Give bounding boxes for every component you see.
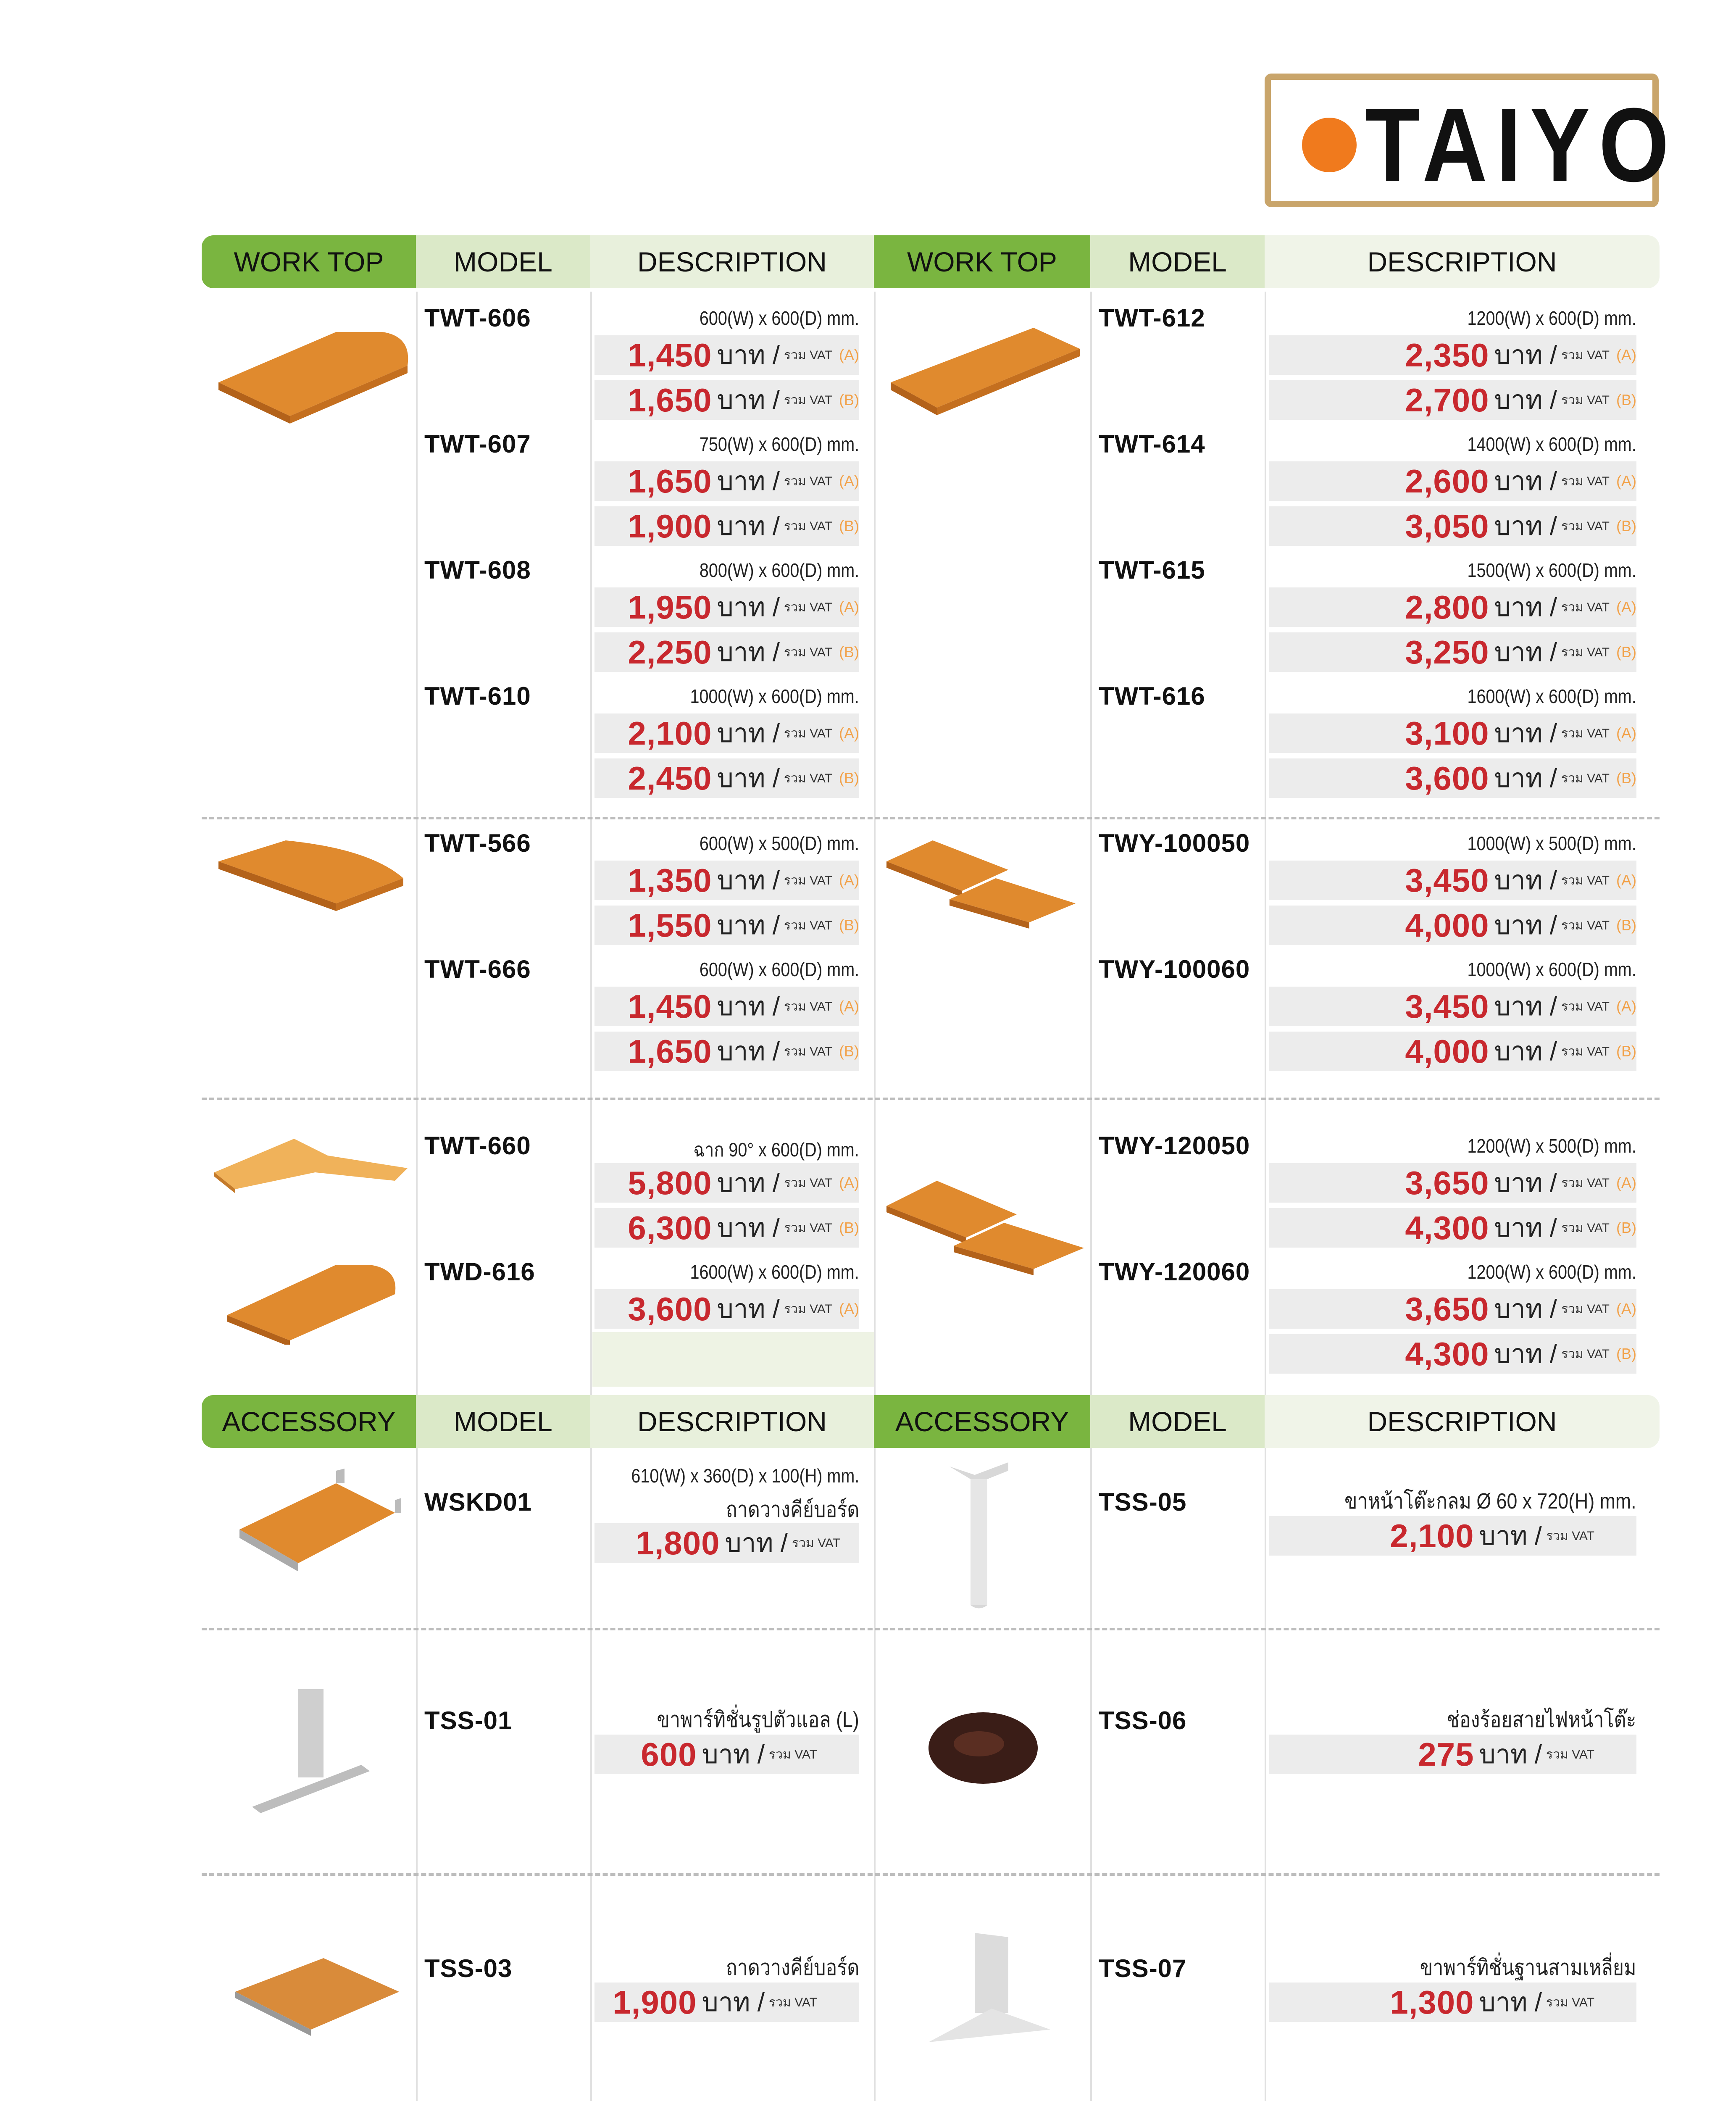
price — [1269, 335, 1636, 375]
dimensions: 1000(W) x 500(D) mm. — [1467, 832, 1636, 854]
price — [1269, 1983, 1594, 2022]
dimensions: 1600(W) x 600(D) mm. — [1467, 685, 1636, 707]
logo-text: TAIYO — [1365, 86, 1678, 203]
price-code: (B) — [1616, 769, 1636, 787]
dimensions: 600(W) x 600(D) mm. — [699, 958, 859, 980]
price — [1269, 506, 1636, 546]
price — [594, 906, 859, 945]
vat-label: รวม VAT — [1561, 474, 1610, 488]
description-note: ขาหน้าโต๊ะกลม Ø 60 x 720(H) mm. — [1344, 1489, 1636, 1514]
price-unit: บาท / — [1494, 593, 1557, 622]
description-header: DESCRIPTION — [590, 1395, 874, 1448]
price-unit: บาท / — [717, 719, 780, 748]
column-divider — [416, 292, 418, 2101]
vat-label: รวม VAT — [1561, 1176, 1610, 1190]
price-value: 1,650 — [628, 1032, 712, 1070]
price-code: (B) — [839, 916, 859, 934]
model-code: TSS-03 — [424, 1954, 513, 1983]
price-code: (B) — [1616, 1345, 1636, 1362]
price-value: 1,950 — [628, 588, 712, 626]
vat-label: รวม VAT — [784, 1176, 832, 1190]
price-value: 1,300 — [1390, 1983, 1474, 2021]
price — [1269, 1735, 1594, 1774]
price-value: 3,650 — [1405, 1290, 1489, 1327]
price-unit: บาท / — [1479, 1740, 1542, 1769]
description-header: DESCRIPTION — [1265, 235, 1660, 288]
price-unit: บาท / — [1494, 1295, 1557, 1324]
price-code: (A) — [1616, 472, 1636, 490]
description-header: DESCRIPTION — [1265, 1395, 1660, 1448]
price — [1269, 906, 1636, 945]
model-code: TWY-120060 — [1099, 1258, 1250, 1286]
column-divider — [1265, 292, 1266, 2101]
price-unit: บาท / — [1494, 764, 1557, 793]
price-value: 3,050 — [1405, 507, 1489, 545]
model-code: TWT-606 — [424, 304, 531, 332]
price-value: 2,100 — [628, 714, 712, 752]
worktop-rounded-image — [210, 319, 416, 429]
price — [1269, 1208, 1636, 1248]
price — [594, 380, 859, 420]
dimensions: 1200(W) x 600(D) mm. — [1467, 1261, 1636, 1283]
price-value: 5,800 — [628, 1164, 712, 1201]
price-value: 1,450 — [628, 336, 712, 374]
vat-label: รวม VAT — [784, 918, 832, 932]
price-code: (B) — [839, 769, 859, 787]
price-code: (A) — [839, 346, 859, 363]
price-value: 1,900 — [613, 1983, 697, 2021]
dimensions: 750(W) x 600(D) mm. — [699, 433, 859, 455]
price — [1269, 380, 1636, 420]
price-unit: บาท / — [717, 1169, 780, 1198]
vat-label: รวม VAT — [1546, 1529, 1594, 1543]
price-code: (B) — [1616, 916, 1636, 934]
model-code: TWT-616 — [1099, 682, 1205, 710]
price-unit: บาท / — [717, 467, 780, 496]
price — [594, 987, 859, 1026]
row-separator — [202, 1098, 1660, 1100]
price-value: 600 — [641, 1735, 697, 1773]
model-code: TSS-05 — [1099, 1488, 1187, 1516]
price-unit: บาท / — [702, 1740, 765, 1769]
price — [594, 1983, 817, 2022]
price — [1269, 1032, 1636, 1071]
price — [594, 1208, 859, 1248]
vat-label: รวม VAT — [1561, 1302, 1610, 1316]
vat-label: รวม VAT — [784, 393, 832, 407]
price-value: 4,300 — [1405, 1335, 1489, 1372]
price-unit: บาท / — [1494, 1037, 1557, 1066]
vat-label: รวม VAT — [784, 873, 832, 887]
triangle-leg-image — [924, 1925, 1059, 2051]
keyboard-tray-image — [227, 1466, 408, 1580]
model-code: TWT-614 — [1099, 430, 1205, 458]
price-code: (A) — [1616, 1174, 1636, 1191]
price-value: 275 — [1418, 1735, 1474, 1773]
price-code: (B) — [839, 643, 859, 661]
vat-label: รวม VAT — [784, 1044, 832, 1058]
model-code: TWT-612 — [1099, 304, 1205, 332]
price-code: (A) — [1616, 346, 1636, 363]
price-value: 1,650 — [628, 381, 712, 419]
row-separator — [202, 1628, 1660, 1630]
price — [1269, 587, 1636, 627]
price-code: (A) — [839, 724, 859, 742]
price-code: (B) — [1616, 391, 1636, 408]
price-value: 2,800 — [1405, 588, 1489, 626]
price-unit: บาท / — [1494, 866, 1557, 895]
vat-label: รวม VAT — [792, 1536, 840, 1550]
price-code: (A) — [1616, 998, 1636, 1015]
price — [1269, 861, 1636, 900]
dimensions: 800(W) x 600(D) mm. — [699, 559, 859, 581]
price-value: 2,250 — [628, 633, 712, 671]
dimensions: 1500(W) x 600(D) mm. — [1467, 559, 1636, 581]
price — [594, 506, 859, 546]
price-unit: บาท / — [717, 1295, 780, 1324]
price — [594, 713, 859, 753]
price-value: 2,700 — [1405, 381, 1489, 419]
price-unit: บาท / — [1494, 467, 1557, 496]
worktop-l-image — [210, 1130, 416, 1198]
price — [594, 587, 859, 627]
price-value: 3,450 — [1405, 861, 1489, 899]
taiyo-logo — [1265, 74, 1678, 207]
price — [594, 1289, 859, 1329]
price-unit: บาท / — [717, 638, 780, 667]
keyboard-tray-2-image — [227, 1941, 408, 2046]
dimensions: ฉาก 90° x 600(D) mm. — [693, 1139, 859, 1161]
vat-label: รวม VAT — [1561, 519, 1610, 533]
description-note: ช่องร้อยสายไฟหน้าโต๊ะ — [1447, 1708, 1636, 1732]
dimensions: 610(W) x 360(D) x 100(H) mm. — [631, 1465, 859, 1487]
price-code: (B) — [839, 391, 859, 408]
price-unit: บาท / — [1494, 911, 1557, 940]
vat-label: รวม VAT — [1561, 600, 1610, 614]
price-code: (A) — [1616, 724, 1636, 742]
price — [1269, 461, 1636, 501]
accessory-header: ACCESSORY — [202, 1395, 416, 1448]
price-unit: บาท / — [717, 386, 780, 415]
model-code: TWT-615 — [1099, 556, 1205, 584]
price — [594, 861, 859, 900]
vat-label: รวม VAT — [784, 999, 832, 1014]
model-code: TWY-100050 — [1099, 829, 1250, 857]
vat-label: รวม VAT — [784, 771, 832, 785]
model-code: TSS-01 — [424, 1706, 513, 1735]
vat-label: รวม VAT — [1561, 1221, 1610, 1235]
price — [594, 1523, 840, 1563]
vat-label: รวม VAT — [1561, 393, 1610, 407]
vat-label: รวม VAT — [1546, 1995, 1594, 2009]
vat-label: รวม VAT — [1561, 348, 1610, 362]
price-unit: บาท / — [725, 1529, 788, 1558]
model-code: TSS-06 — [1099, 1706, 1187, 1735]
dimensions: 600(W) x 500(D) mm. — [699, 832, 859, 854]
price-value: 2,100 — [1390, 1517, 1474, 1554]
dimensions: 1000(W) x 600(D) mm. — [690, 685, 859, 707]
model-code: TWD-616 — [424, 1258, 535, 1286]
description-note: ถาดวางคีย์บอร์ด — [726, 1498, 859, 1522]
price-value: 3,100 — [1405, 714, 1489, 752]
vat-label: รวม VAT — [1546, 1747, 1594, 1761]
model-header: MODEL — [416, 235, 590, 288]
price-code: (B) — [839, 1219, 859, 1236]
dimensions: 600(W) x 600(D) mm. — [699, 307, 859, 329]
price-unit: บาท / — [702, 1988, 765, 2017]
vat-label: รวม VAT — [784, 519, 832, 533]
model-code: TWT-608 — [424, 556, 531, 584]
price — [594, 335, 859, 375]
row-separator — [202, 1873, 1660, 1876]
price-unit: บาท / — [1494, 1214, 1557, 1243]
dimensions: 1200(W) x 500(D) mm. — [1467, 1135, 1636, 1157]
price-code: (B) — [1616, 1219, 1636, 1236]
price-code: (A) — [839, 598, 859, 616]
price-code: (B) — [839, 1043, 859, 1060]
price-value: 3,600 — [1405, 759, 1489, 797]
vat-label: รวม VAT — [1561, 999, 1610, 1014]
worktop-rect-image — [882, 319, 1088, 429]
model-code: TWT-566 — [424, 829, 531, 857]
price-code: (A) — [839, 472, 859, 490]
model-code: TWT-660 — [424, 1132, 531, 1160]
price-unit: บาท / — [1479, 1522, 1542, 1551]
vat-label: รวม VAT — [784, 726, 832, 740]
worktop-header: WORK TOP — [874, 235, 1090, 288]
worktop-header: WORK TOP — [202, 235, 416, 288]
column-divider — [874, 292, 876, 2101]
price-unit: บาท / — [1494, 512, 1557, 541]
column-divider — [590, 292, 592, 2101]
worktop-y-large-image — [882, 1172, 1088, 1277]
price-code: (B) — [1616, 1043, 1636, 1060]
vat-label: รวม VAT — [1561, 1044, 1610, 1058]
model-code: TWT-610 — [424, 682, 531, 710]
price-unit: บาท / — [1479, 1988, 1542, 2017]
price-unit: บาท / — [717, 1037, 780, 1066]
model-header: MODEL — [416, 1395, 590, 1448]
price — [1269, 987, 1636, 1026]
vat-label: รวม VAT — [784, 348, 832, 362]
price — [594, 758, 859, 798]
vat-label: รวม VAT — [769, 1747, 817, 1761]
description-note: ขาพาร์ทิชั่นฐานสามเหลี่ยม — [1420, 1956, 1636, 1980]
vat-label: รวม VAT — [784, 600, 832, 614]
vat-label: รวม VAT — [784, 1302, 832, 1316]
model-code: TWT-666 — [424, 955, 531, 983]
price-value: 1,800 — [636, 1524, 720, 1561]
vat-label: รวม VAT — [784, 1221, 832, 1235]
price-value: 3,600 — [628, 1290, 712, 1327]
price-unit: บาท / — [1494, 1169, 1557, 1198]
price — [1269, 1163, 1636, 1203]
model-code: WSKD01 — [424, 1488, 532, 1516]
price-unit: บาท / — [717, 512, 780, 541]
price-code: (B) — [1616, 517, 1636, 534]
price-value: 1,450 — [628, 987, 712, 1025]
vat-label: รวม VAT — [1561, 918, 1610, 932]
price-value: 4,300 — [1405, 1209, 1489, 1246]
price-unit: บาท / — [1494, 992, 1557, 1021]
logo-dot-icon — [1302, 118, 1357, 172]
price-value: 2,350 — [1405, 336, 1489, 374]
price-unit: บาท / — [717, 593, 780, 622]
dimensions: 1400(W) x 600(D) mm. — [1467, 433, 1636, 455]
price-value: 3,650 — [1405, 1164, 1489, 1201]
price — [594, 1735, 817, 1774]
description-note: ขาพาร์ทิชั่นรูปตัวแอล (L) — [657, 1708, 859, 1732]
price-code: (A) — [839, 871, 859, 889]
description-note: ถาดวางคีย์บอร์ด — [726, 1956, 859, 1980]
price — [594, 461, 859, 501]
column-divider — [1090, 292, 1092, 2101]
price-code: (B) — [1616, 643, 1636, 661]
model-code: TWY-120050 — [1099, 1132, 1250, 1160]
price-unit: บาท / — [717, 992, 780, 1021]
price-value: 2,600 — [1405, 462, 1489, 500]
price-code: (B) — [839, 517, 859, 534]
price — [1269, 713, 1636, 753]
price-unit: บาท / — [1494, 1340, 1557, 1369]
price-unit: บาท / — [717, 341, 780, 370]
worktop-corner-image — [210, 832, 416, 924]
worktop-y-image — [882, 832, 1088, 933]
price-code: (A) — [1616, 1300, 1636, 1317]
model-code: TWY-100060 — [1099, 955, 1250, 983]
price — [594, 1032, 859, 1071]
price — [1269, 1289, 1636, 1329]
price-unit: บาท / — [1494, 386, 1557, 415]
price — [594, 632, 859, 672]
price-code: (A) — [839, 998, 859, 1015]
price-unit: บาท / — [717, 764, 780, 793]
price-value: 1,550 — [628, 906, 712, 944]
accessory-header: ACCESSORY — [874, 1395, 1090, 1448]
model-code: TSS-07 — [1099, 1954, 1187, 1983]
price-unit: บาท / — [1494, 341, 1557, 370]
price-unit: บาท / — [717, 1214, 780, 1243]
price-code: (A) — [1616, 871, 1636, 889]
vat-label: รวม VAT — [1561, 771, 1610, 785]
price-unit: บาท / — [717, 911, 780, 940]
model-header: MODEL — [1090, 235, 1265, 288]
price — [1269, 632, 1636, 672]
price — [594, 1163, 859, 1203]
empty-cell — [592, 1332, 874, 1387]
price-value: 3,250 — [1405, 633, 1489, 671]
round-leg-image — [941, 1462, 1017, 1614]
vat-label: รวม VAT — [1561, 1347, 1610, 1361]
price-unit: บาท / — [1494, 719, 1557, 748]
price-value: 1,350 — [628, 861, 712, 899]
l-partition-leg-image — [244, 1681, 378, 1815]
price-value: 3,450 — [1405, 987, 1489, 1025]
price-code: (A) — [839, 1300, 859, 1317]
dimensions: 1600(W) x 600(D) mm. — [690, 1261, 859, 1283]
price-code: (A) — [839, 1174, 859, 1191]
price-code: (A) — [1616, 598, 1636, 616]
vat-label: รวม VAT — [1561, 726, 1610, 740]
price-value: 1,900 — [628, 507, 712, 545]
price-value: 2,450 — [628, 759, 712, 797]
price-unit: บาท / — [1494, 638, 1557, 667]
price-value: 1,650 — [628, 462, 712, 500]
price-value: 4,000 — [1405, 906, 1489, 944]
worktop-rounded-small-image — [218, 1252, 416, 1345]
vat-label: รวม VAT — [1561, 645, 1610, 659]
description-header: DESCRIPTION — [590, 235, 874, 288]
price-unit: บาท / — [717, 866, 780, 895]
vat-label: รวม VAT — [784, 645, 832, 659]
row-separator — [202, 817, 1660, 819]
price — [1269, 1334, 1636, 1374]
vat-label: รวม VAT — [769, 1995, 817, 2009]
price — [1269, 1516, 1594, 1556]
price-value: 4,000 — [1405, 1032, 1489, 1070]
dimensions: 1000(W) x 600(D) mm. — [1467, 958, 1636, 980]
vat-label: รวม VAT — [784, 474, 832, 488]
model-code: TWT-607 — [424, 430, 531, 458]
price-value: 6,300 — [628, 1209, 712, 1246]
dimensions: 1200(W) x 600(D) mm. — [1467, 307, 1636, 329]
model-header: MODEL — [1090, 1395, 1265, 1448]
cable-grommet-image — [924, 1706, 1042, 1790]
price — [1269, 758, 1636, 798]
vat-label: รวม VAT — [1561, 873, 1610, 887]
